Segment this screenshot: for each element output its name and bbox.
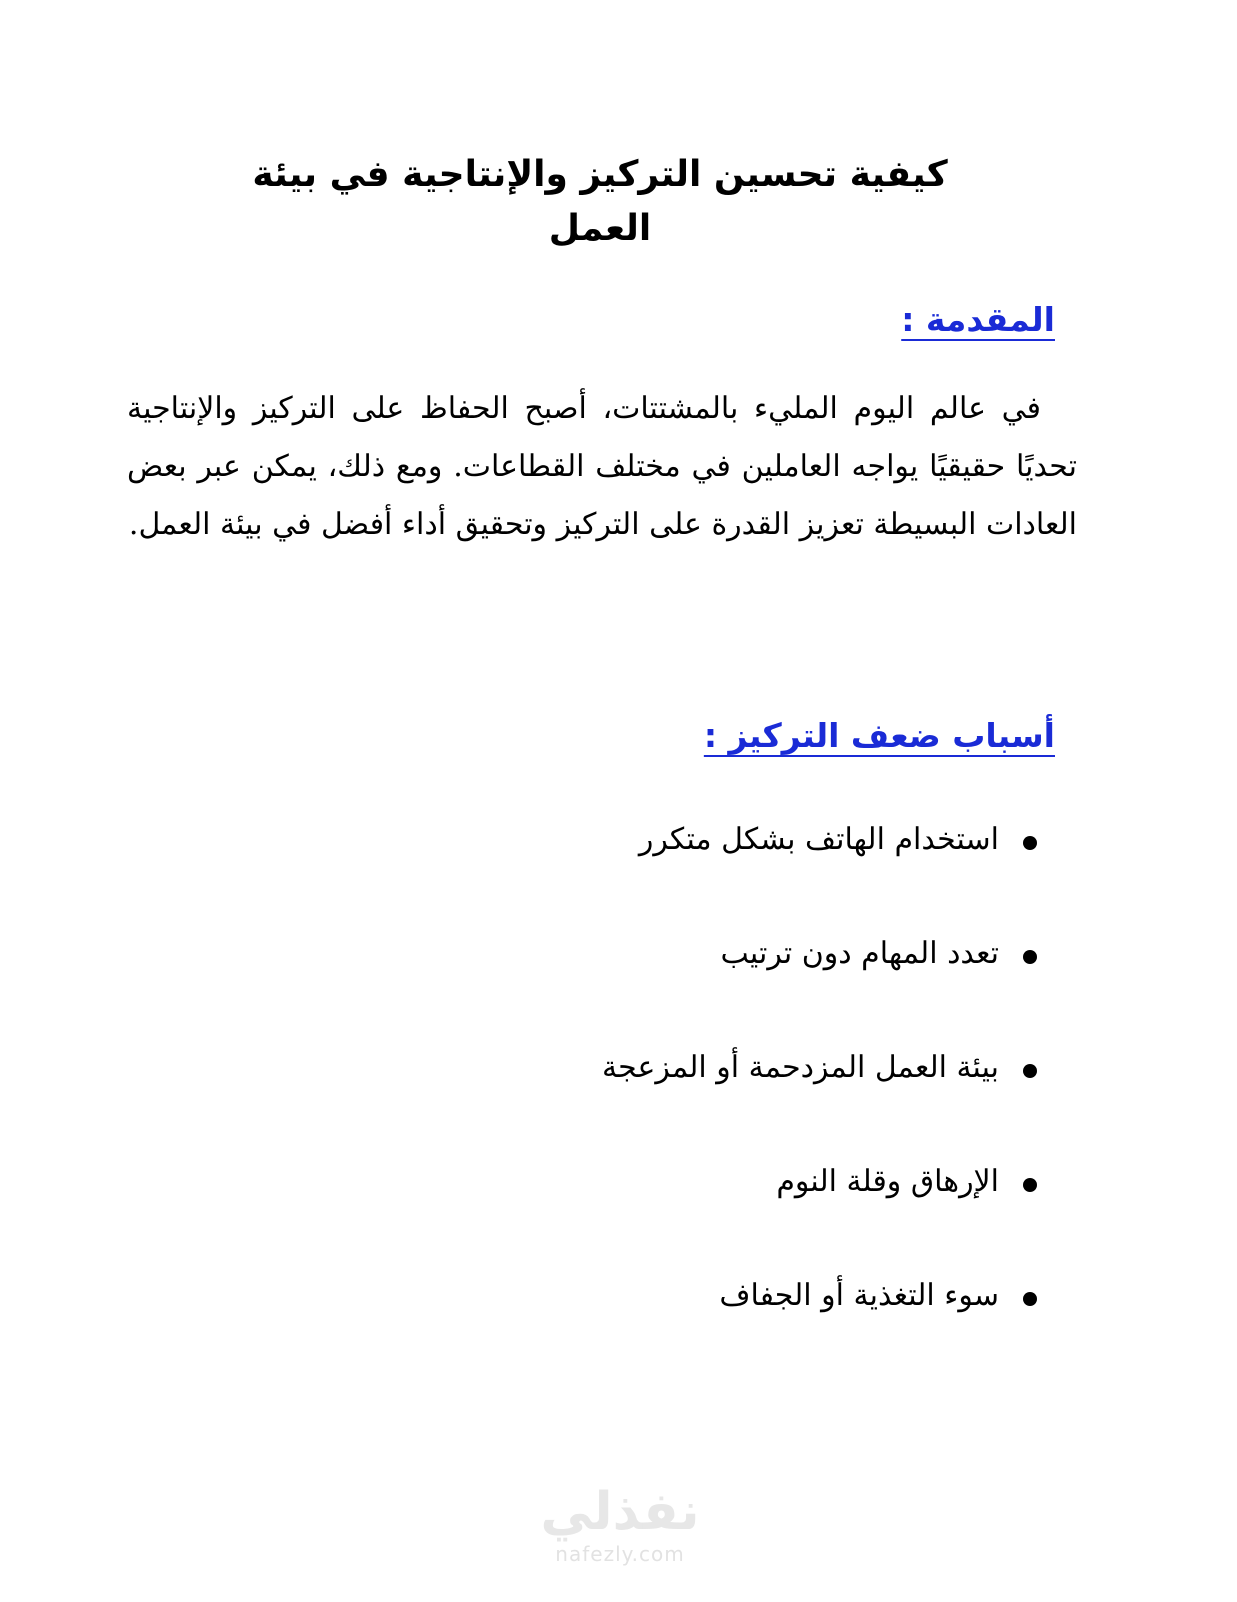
causes-heading: أسباب ضعف التركيز : bbox=[703, 716, 1055, 755]
intro-heading: المقدمة : bbox=[901, 300, 1055, 339]
list-item bbox=[337, 812, 1037, 926]
bullet-icon bbox=[1023, 950, 1037, 964]
bullet-icon bbox=[1023, 836, 1037, 850]
watermark-url: nafezly.com bbox=[555, 1542, 685, 1566]
document-title: كيفية تحسين التركيز والإنتاجية في بيئة العمل bbox=[252, 154, 948, 249]
watermark bbox=[520, 1482, 720, 1566]
list-item bbox=[337, 926, 1037, 1040]
list-item bbox=[337, 1268, 1037, 1382]
list-item-text: سوء التغذية أو الجفاف bbox=[719, 1278, 999, 1313]
bullet-icon bbox=[1023, 1064, 1037, 1078]
bullet-icon bbox=[1023, 1292, 1037, 1306]
list-item bbox=[337, 1154, 1037, 1268]
list-item bbox=[337, 1040, 1037, 1154]
list-item-text: بيئة العمل المزدحمة أو المزعجة bbox=[602, 1050, 999, 1085]
watermark-logo: نفذلي bbox=[540, 1482, 700, 1542]
intro-paragraph: في عالم اليوم المليء بالمشتتات، أصبح الحفاظ على التركيز والإنتاجية تحديًا حقيقيًا يواجه العاملين في مختلف القطاعات. ومع ذلك، يمكن عبر بعض العادات البسيطة تعزيز القدرة على التركيز وتحقيق أداء أفضل في بيئة العمل. bbox=[127, 391, 1077, 542]
bullet-icon bbox=[1023, 1178, 1037, 1192]
causes-list bbox=[337, 812, 1037, 1382]
list-item-text: تعدد المهام دون ترتيب bbox=[720, 936, 999, 971]
list-item-text: استخدام الهاتف بشكل متكرر bbox=[638, 822, 999, 857]
list-item-text: الإرهاق وقلة النوم bbox=[776, 1164, 999, 1199]
